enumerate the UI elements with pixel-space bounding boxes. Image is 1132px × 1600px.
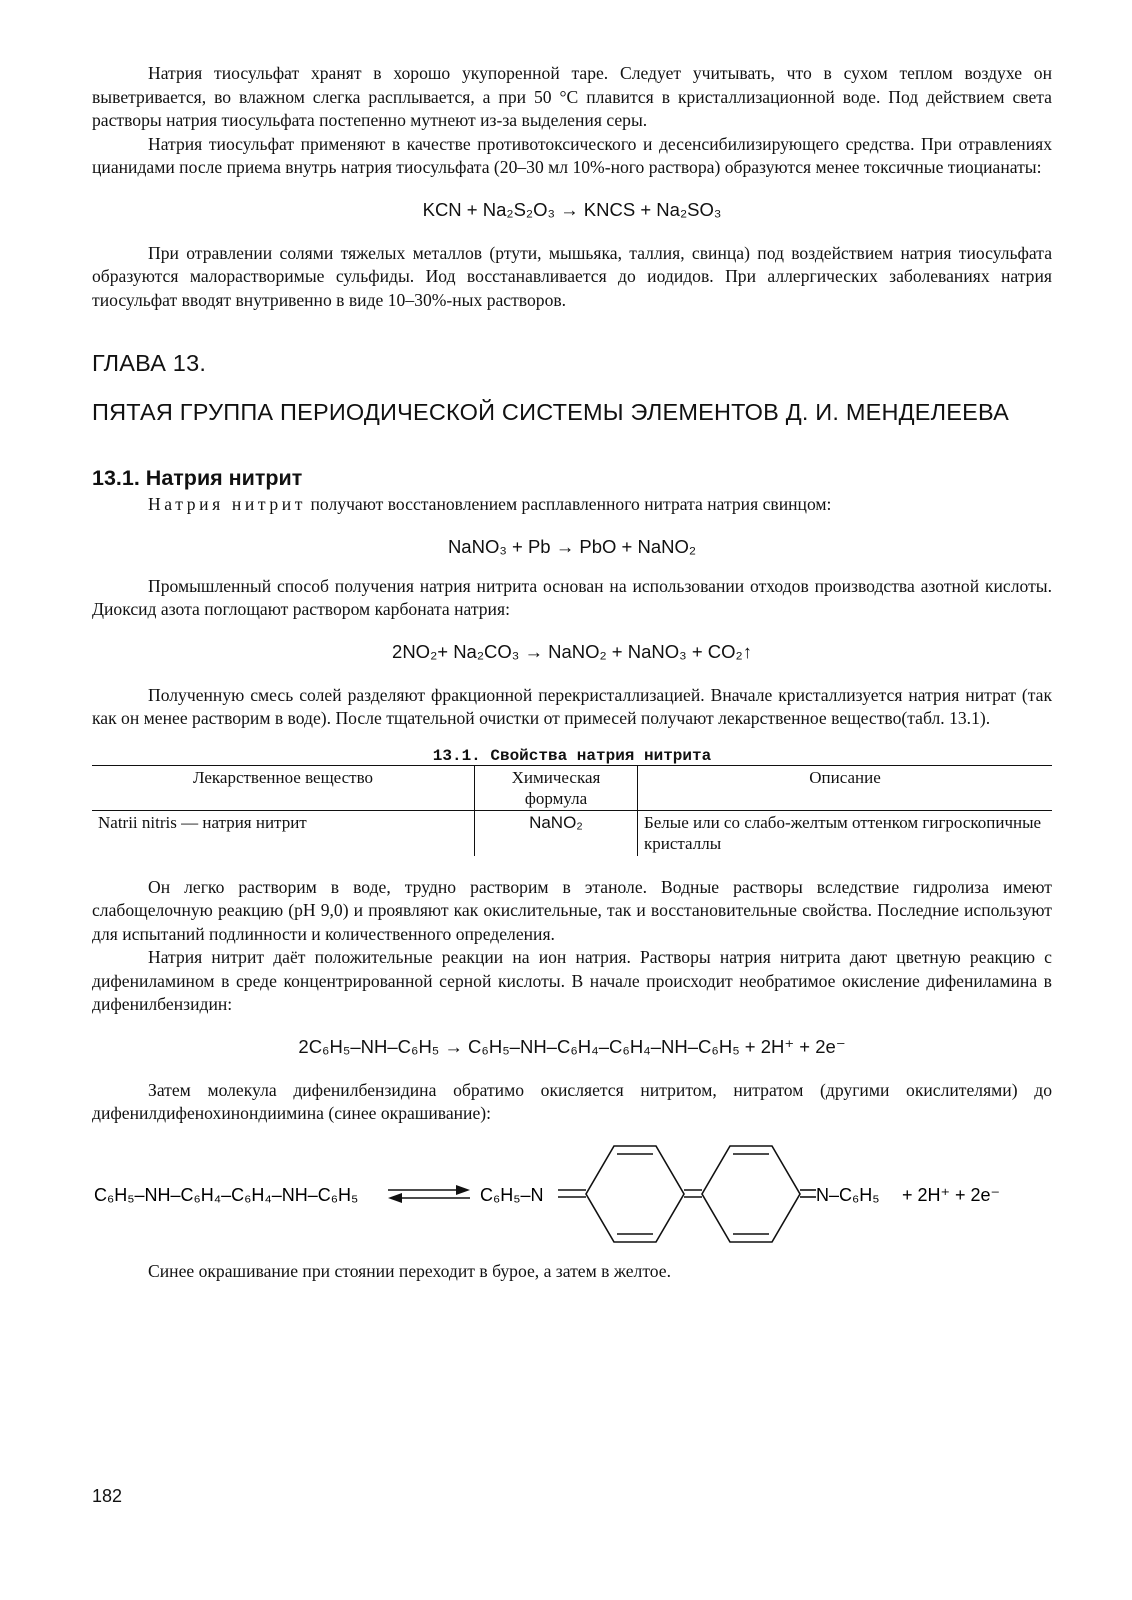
paragraph-oxidation: Затем молекула дифенилбензидина обратимо окисляется нитритом, нитратом (другими окислителями) до дифенилдифенохинондиимина (синее окрашивание):	[92, 1079, 1052, 1123]
term-sodium-nitrite: Натрия нитрит	[148, 494, 307, 514]
scheme-right-start: C₆H₅–N	[480, 1184, 544, 1205]
header-formula: Химическая формула	[475, 765, 638, 810]
scheme-right-end: N–C₆H₅	[816, 1184, 880, 1205]
cell-substance: Natrii nitris — натрия нитрит	[98, 812, 307, 832]
equation-diphenylamine: 2C₆H₅–NH–C₆H₅ → C₆H₅–NH–C₆H₄–C₆H₄–NH–C₆H₅ + 2H⁺ + 2e⁻	[298, 1035, 846, 1057]
scheme-left-formula: C₆H₅–NH–C₆H₄–C₆H₄–NH–C₆H₅	[94, 1184, 359, 1205]
paragraph-preparation	[92, 493, 1052, 517]
quinoid-ring-left	[586, 1146, 684, 1242]
header-description: Описание	[638, 765, 1053, 810]
paragraph-color-change: Синее окрашивание при стоянии переходит в бурое, а затем в желтое.	[148, 1260, 672, 1281]
header-substance: Лекарственное вещество	[192, 767, 374, 787]
double-bond-center	[684, 1190, 702, 1197]
equation-kcn: KCN + Na₂S₂O₃ → KNCS + Na₂SO₃	[422, 198, 722, 220]
paragraph-preparation-text: получают восстановлением расплавленного нитрата натрия свинцом:	[306, 494, 832, 514]
paragraph-solubility: Он легко растворим в воде, трудно растворим в этаноле. Водные растворы вследствие гидролиза имеют слабощелочную реакцию (рН 9,0) и проявляют как окислительные, так и восстановительные свойства. Последние используют для испытаний подлинности и количественного определения.	[92, 876, 1052, 944]
double-bond-left	[558, 1190, 586, 1197]
page-content	[92, 62, 1052, 1283]
equilibrium-arrow-icon	[388, 1185, 470, 1203]
table-row	[92, 810, 1052, 856]
paragraph-reactions: Натрия нитрит даёт положительные реакции на ион натрия. Растворы натрия нитрита дают цветную реакцию с дифениламином в среде концентрированной серной кислоты. В начале происходит необратимое окисление дифениламина в дифенилбензидин:	[92, 947, 1052, 1014]
paragraph-storage: Натрия тиосульфат хранят в хорошо укупоренной таре. Следует учитывать, что в сухом теплом воздухе он выветривается, во влажном слегка расплывается, а при 50 °С плавится в кристаллизационной воде. Под действием света растворы натрия тиосульфата постепенно мутнеют из-за выделения серы.	[92, 63, 1052, 130]
table-caption: 13.1. Свойства натрия нитрита	[432, 746, 712, 765]
scheme-tail: + 2H⁺ + 2e⁻	[902, 1184, 1001, 1205]
page-number: 182	[92, 1486, 123, 1506]
chapter-heading: ГЛАВА 13.	[92, 350, 207, 376]
paragraph-separation: Полученную смесь солей разделяют фракционной перекристаллизацией. Вначале кристаллизуется натрия нитрат (так как он менее растворим в воде). После тщательной очистки от примесей получают лекарственное вещество(табл. 13.1).	[92, 684, 1052, 728]
cell-description: Белые или со слабо-желтым оттенком гигроскопичные кристаллы	[638, 810, 1053, 856]
paragraph-industrial: Промышленный способ получения натрия нитрита основан на использовании отходов производства азотной кислоты. Диоксид азота поглощают раствором карбоната натрия:	[92, 575, 1052, 619]
quinoid-ring-right	[702, 1146, 800, 1242]
double-bond-right	[800, 1190, 816, 1197]
section-title: 13.1. Натрия нитрит	[92, 466, 303, 490]
paragraph-antidote: Натрия тиосульфат применяют в качестве противотоксического и десенсибилизирующего средства. При отравлениях цианидами после приема внутрь натрия тиосульфата (20–30 мл 10%-ного раствора) образуются менее токсичные тиоцианаты:	[92, 133, 1052, 177]
chapter-title: ПЯТАЯ ГРУППА ПЕРИОДИЧЕСКОЙ СИСТЕМЫ ЭЛЕМЕНТОВ Д. И. МЕНДЕЛЕЕВА	[92, 399, 1010, 425]
reaction-scheme	[92, 1134, 1052, 1246]
equation-no2: 2NO₂+ Na₂CO₃ → NaNO₂ + NaNO₃ + CO₂↑	[392, 640, 752, 662]
cell-formula: NaNO₂	[475, 810, 638, 856]
equation-nano3-pb: NaNO₃ + Pb → PbO + NaNO₂	[447, 535, 697, 557]
properties-table	[92, 765, 1052, 856]
paragraph-heavy-metals: При отравлении солями тяжелых металлов (ртути, мышьяка, таллия, свинца) под воздействием натрия тиосульфата образуются малорастворимые сульфиды. Иод восстанавливается до иодидов. При аллергических заболеваниях натрия тиосульфат вводят внутривенно в виде 10–30%-ных растворов.	[92, 242, 1052, 310]
table-header-row	[92, 765, 1052, 810]
